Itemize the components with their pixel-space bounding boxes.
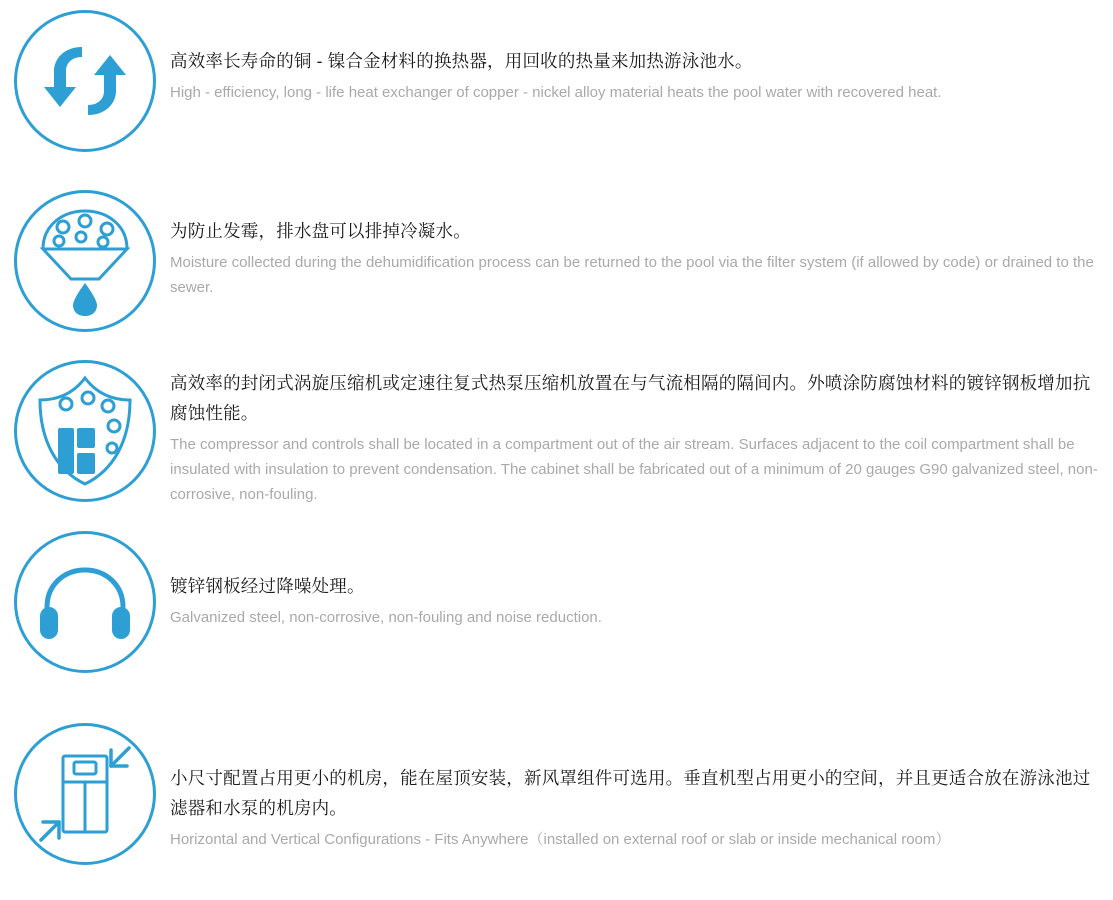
heat-exchanger-arrows-icon — [14, 10, 156, 152]
feature-desc-en: Galvanized steel, non-corrosive, non-fouling and noise reduction. — [170, 609, 602, 626]
feature-title-zh: 高效率的封闭式涡旋压缩机或定速往复式热泵压缩机放置在与气流相隔的隔间内。外喷涂防腐蚀材料的镀锌钢板增加抗腐蚀性能。 — [170, 373, 1091, 423]
feature-row — [0, 721, 1113, 865]
feature-list — [0, 8, 1113, 865]
compressor-shield-icon — [14, 360, 156, 502]
feature-desc-en: High - efficiency, long - life heat exchanger of copper - nickel alloy material heats the pool water with recovered heat. — [170, 84, 942, 101]
feature-row — [0, 358, 1113, 507]
feature-text-cell — [170, 721, 1113, 852]
feature-desc-en: The compressor and controls shall be located in a compartment out of the air stream. Surfaces adjacent to the coil compartment shall be insulated with insulation to prevent condensation. The cabinet shall be fabricated out of a minimum of 20 gauges G90 galvanized steel, non-corrosive, non-fouling. — [170, 436, 1098, 503]
compact-size-arrows-icon — [14, 723, 156, 865]
feature-row — [0, 8, 1113, 152]
feature-title-zh: 镀锌钢板经过降噪处理。 — [170, 576, 365, 596]
feature-row — [0, 188, 1113, 332]
feature-title-zh: 高效率长寿命的铜 - 镍合金材料的换热器，用回收的热量来加热游泳池水。 — [170, 51, 753, 71]
feature-title-zh: 为防止发霉，排水盘可以排掉冷凝水。 — [170, 221, 471, 241]
feature-text-cell — [170, 529, 1113, 630]
feature-title-zh: 小尺寸配置占用更小的机房，能在屋顶安装，新风罩组件可选用。垂直机型占用更小的空间，并且更适合放在游泳池过滤器和水泵的机房内。 — [170, 768, 1091, 818]
feature-icon-cell — [0, 188, 170, 332]
feature-icon-cell — [0, 721, 170, 865]
headphones-noise-reduction-icon — [14, 531, 156, 673]
feature-icon-cell — [0, 8, 170, 152]
feature-text-cell — [170, 358, 1113, 507]
feature-icon-cell — [0, 529, 170, 673]
feature-desc-en: Horizontal and Vertical Configurations - Fits Anywhere（installed on external roof or slab or inside mechanical room） — [170, 831, 951, 848]
feature-text-cell — [170, 8, 1113, 105]
feature-row — [0, 529, 1113, 673]
feature-text-cell — [170, 188, 1113, 300]
feature-icon-cell — [0, 358, 170, 502]
drain-pan-droplet-icon — [14, 190, 156, 332]
feature-desc-en: Moisture collected during the dehumidification process can be returned to the pool via the filter system (if allowed by code) or drained to the sewer. — [170, 254, 1094, 296]
